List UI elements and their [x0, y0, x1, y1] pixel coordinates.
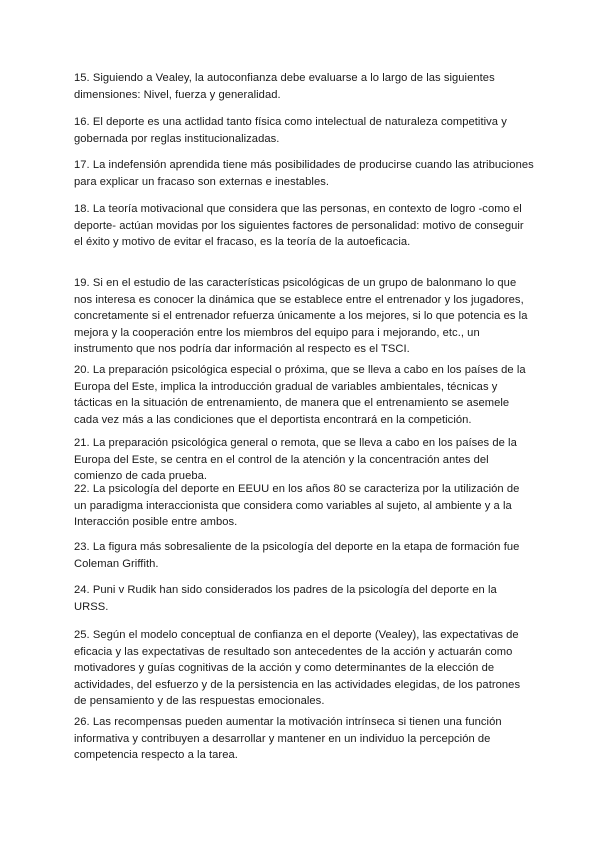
statement-22: 22. La psicología del deporte en EEUU en los años 80 se caracteriza por la utilización de un paradigma interaccionista que considera como variables al sujeto, al ambiente y a la Interacción posible entre ambos.: [74, 483, 520, 528]
statement-20: 20. La preparación psicológica especial o próxima, que se lleva a cabo en los países de la Europa del Este, implica la introducción gradual de variables ambientales, técnicas y tácticas en la situación de entrenamiento, de manera que el entrenamiento se asemele cada vez más a las condiciones que el deportista encontrará en la competición.: [74, 364, 526, 426]
statement-19: 19. Si en el estudio de las características psicológicas de un grupo de balonmano lo que nos interesa es conocer la dinámica que se establece entre el entrenador y los jugadores, concretamente si el entrenador refuerza únicamente a los mejores, si lo que potencia es la mejora y la cooperación entre los miembros del equipo para i mejorando, etc., un instrumento que nos podría dar información al respecto es el TSCI.: [74, 277, 528, 355]
statement-16: 16. El deporte es una actlidad tanto física como intelectual de naturaleza competitiva y gobernada por reglas institucionalizadas.: [74, 116, 507, 145]
statement-23: 23. La figura más sobresaliente de la psicología del deporte en la etapa de formación fue Coleman Griffith.: [74, 541, 520, 570]
statement-17: 17. La indefensión aprendida tiene más posibilidades de producirse cuando las atribuciones para explicar un fracaso son externas e inestables.: [74, 159, 534, 188]
statement-15: 15. Siguiendo a Vealey, la autoconfianza debe evaluarse a lo largo de las siguientes dimensiones: Nivel, fuerza y generalidad.: [74, 72, 495, 101]
statement-25: 25. Según el modelo conceptual de confianza en el deporte (Vealey), las expectativas de eficacia y las expectativas de resultado son antecedentes de la acción y actuarán como motivadores y guías cognitivas de la acción y como determinantes de la elección de actividades, del esfuerzo y de la persistencia en las actividades elegidas, de los patrones de pensamiento y de las respuestas emocionales.: [74, 629, 521, 707]
statement-21: 21. La preparación psicológica general o remota, que se lleva a cabo en los países de la Europa del Este, se centra en el control de la atención y la concentración antes del comienzo de cada prueba.: [74, 437, 517, 482]
statement-24: 24. Puni v Rudik han sido considerados los padres de la psicología del deporte en la URSS.: [74, 584, 497, 613]
statement-26: 26. Las recompensas pueden aumentar la motivación intrínseca si tienen una función informativa y contribuyen a desarrollar y mantener en un individuo la percepción de competencia respecto a la tarea.: [74, 716, 502, 761]
statement-18: 18. La teoría motivacional que considera que las personas, en contexto de logro -como el deporte- actúan movidas por los siguientes factores de personalidad: motivo de conseguir el éxito y motivo de evitar el fracaso, es la teoría de la autoeficacia.: [74, 203, 524, 248]
